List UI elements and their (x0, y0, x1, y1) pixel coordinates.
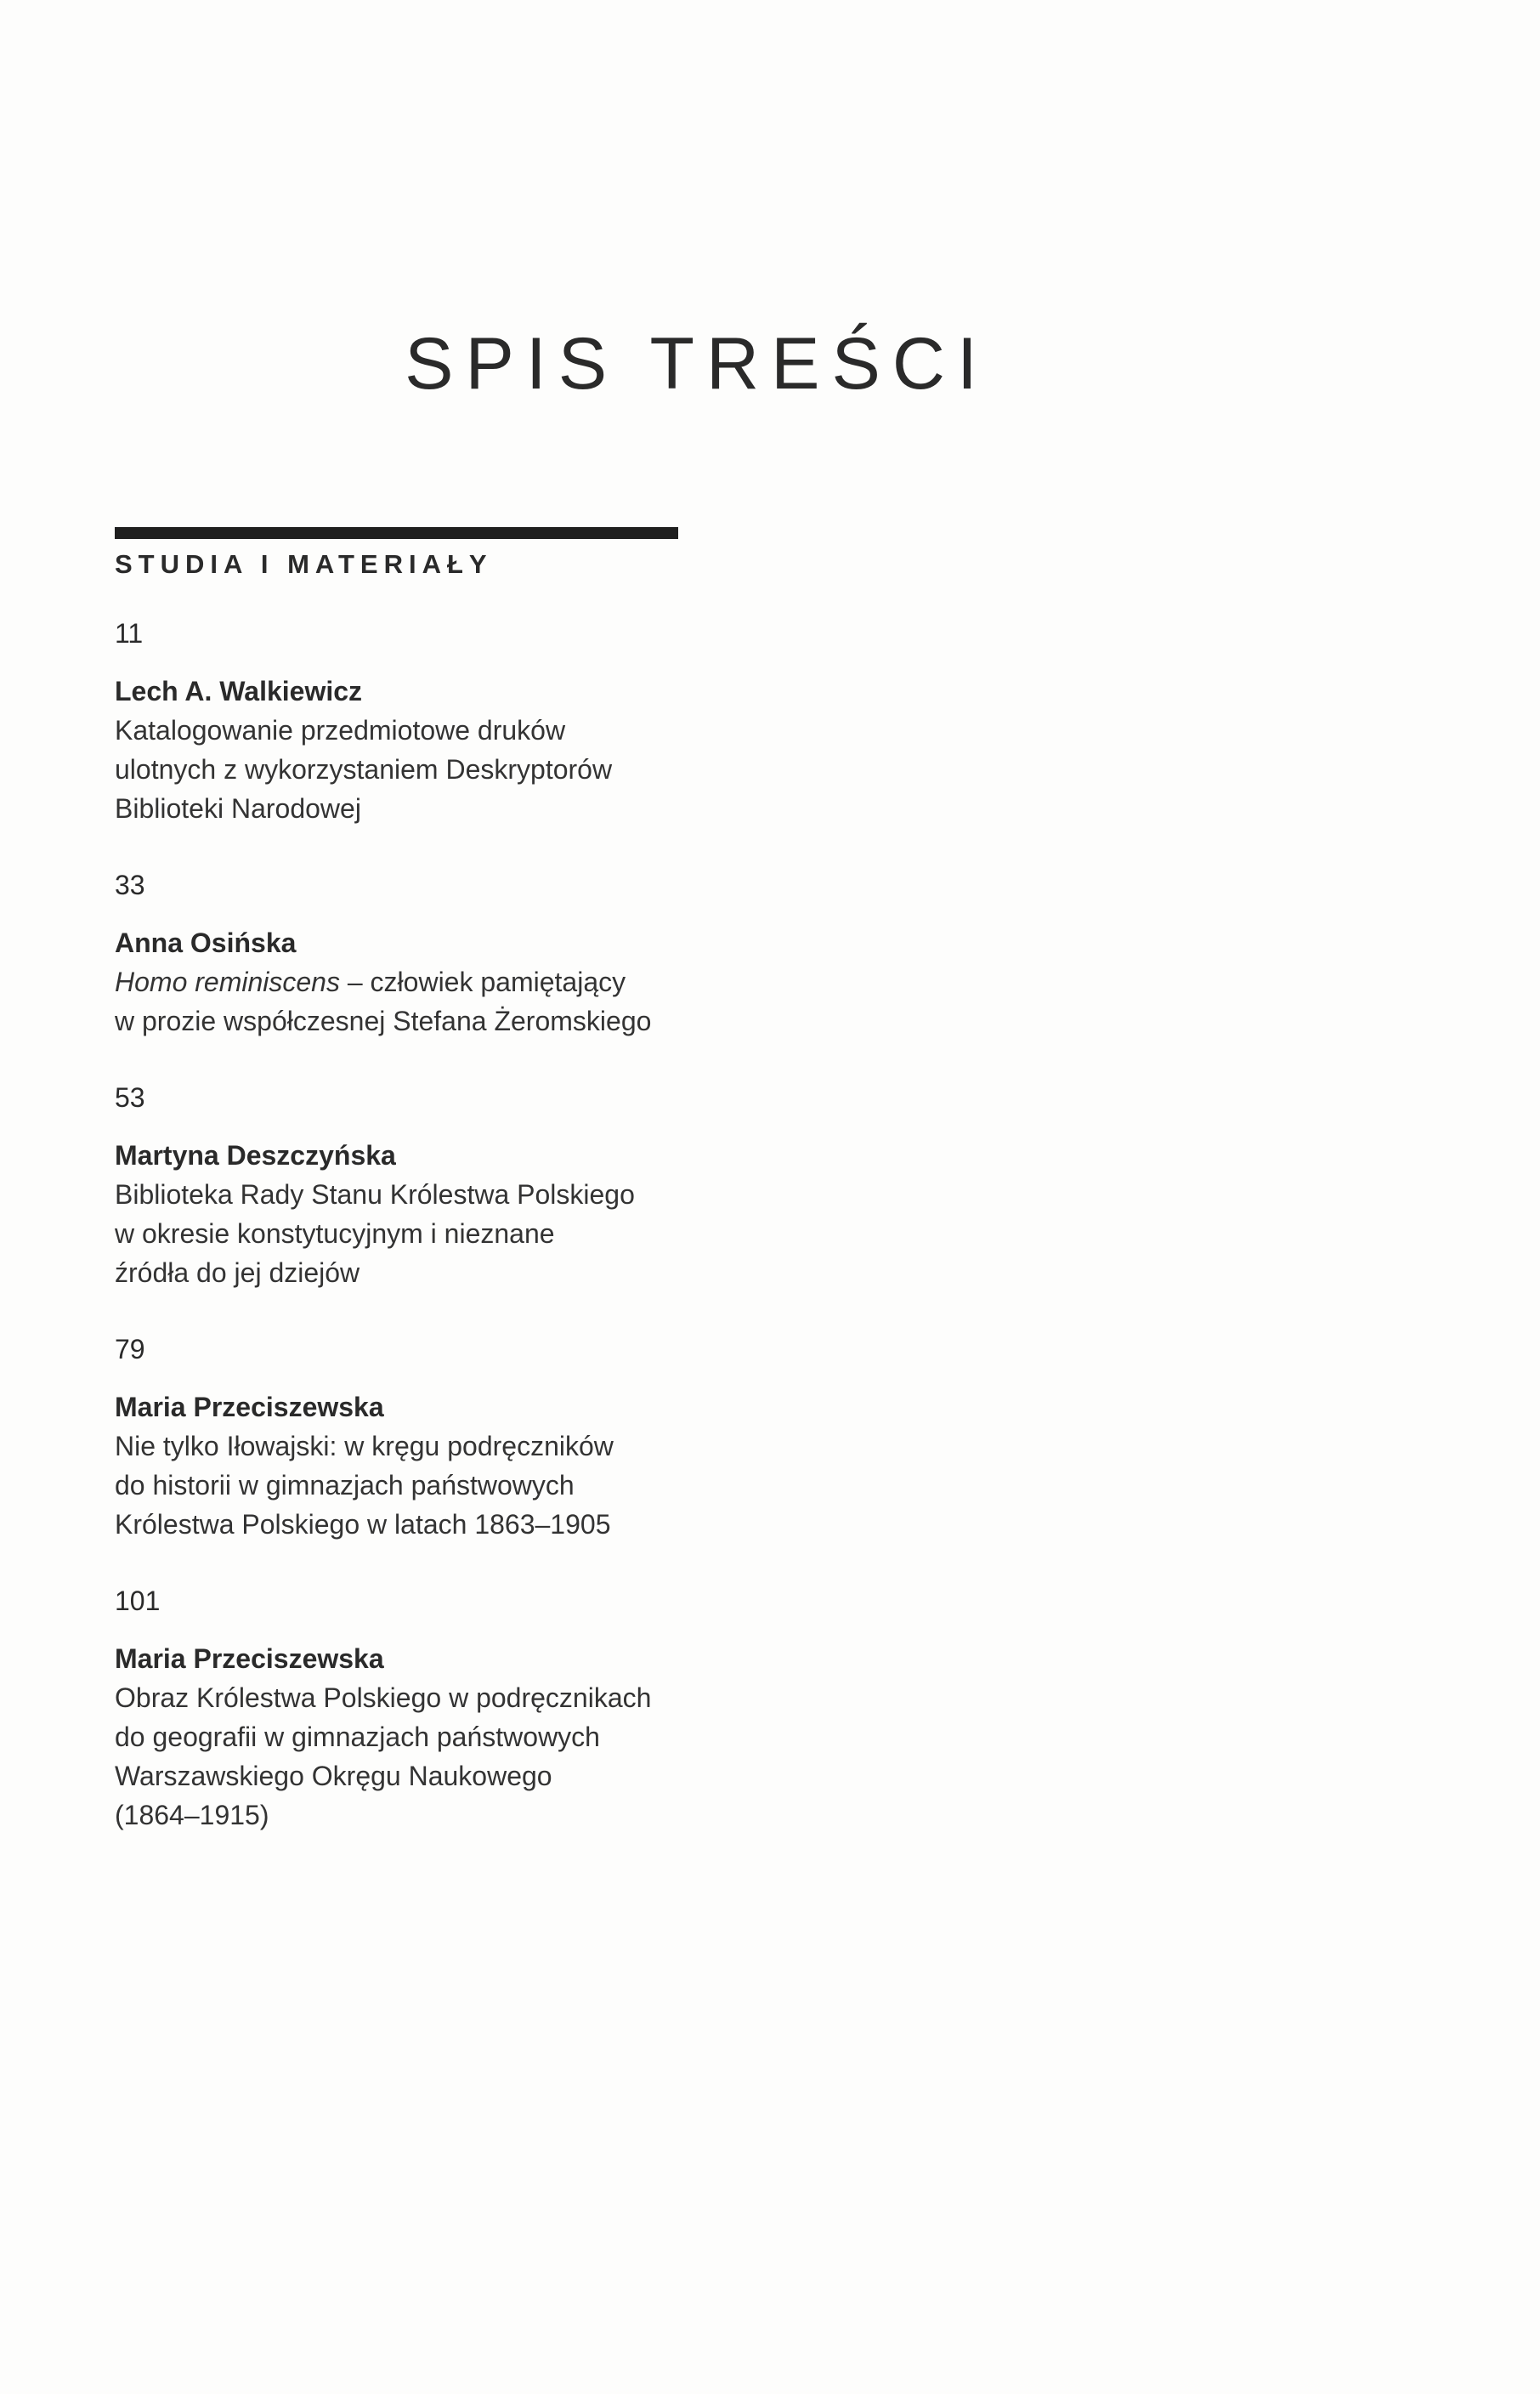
toc-entry (115, 865, 710, 1041)
toc-author: Maria Przeciszewska (115, 1392, 384, 1422)
toc-title-line: Biblioteki Narodowej (115, 793, 361, 824)
toc-author: Maria Przeciszewska (115, 1643, 384, 1674)
toc-title-line: Królestwa Polskiego w latach 1863–1905 (115, 1509, 611, 1540)
toc-title-line: Biblioteka Rady Stanu Królestwa Polskiego (115, 1179, 635, 1210)
toc-title-line: źródła do jej dziejów (115, 1257, 360, 1288)
section-heading: STUDIA I MATERIAŁY (115, 549, 493, 579)
toc-title-line: ulotnych z wykorzystaniem Deskryptorów (115, 754, 613, 785)
toc-entry (115, 1581, 710, 1835)
toc-author: Anna Osińska (115, 928, 297, 958)
toc-title-line: Katalogowanie przedmiotowe druków (115, 715, 566, 746)
toc-title-line: w okresie konstytucyjnym i nieznane (115, 1218, 555, 1249)
toc-title-line: w prozie współczesnej Stefana Żeromskiego (115, 1006, 652, 1036)
toc-page-number: 79 (115, 1334, 145, 1364)
toc-entry (115, 1078, 710, 1292)
table-of-contents (115, 614, 710, 1872)
toc-author: Martyna Deszczyńska (115, 1140, 396, 1171)
section-divider (115, 527, 678, 539)
toc-author: Lech A. Walkiewicz (115, 676, 363, 706)
toc-title-line (115, 962, 710, 1001)
toc-title-italic: Homo reminiscens (115, 967, 340, 997)
toc-page-number: 53 (115, 1082, 145, 1113)
toc-entry (115, 614, 710, 828)
toc-page-number: 11 (115, 618, 144, 649)
toc-title-line: do geografii w gimnazjach państwowych (115, 1722, 600, 1752)
toc-title-line: Obraz Królestwa Polskiego w podręcznikach (115, 1682, 652, 1713)
toc-title-line: do historii w gimnazjach państwowych (115, 1470, 575, 1501)
toc-page-number: 33 (115, 870, 145, 900)
toc-title-text: – człowiek pamiętający (339, 967, 626, 997)
toc-title-line: (1864–1915) (115, 1800, 269, 1830)
page-title: SPIS TREŚCI (405, 323, 989, 405)
toc-title-line: Warszawskiego Okręgu Naukowego (115, 1761, 552, 1791)
toc-entry (115, 1330, 710, 1544)
toc-page-number: 101 (115, 1586, 161, 1616)
toc-title-line: Nie tylko Iłowajski: w kręgu podręczników (115, 1431, 614, 1461)
